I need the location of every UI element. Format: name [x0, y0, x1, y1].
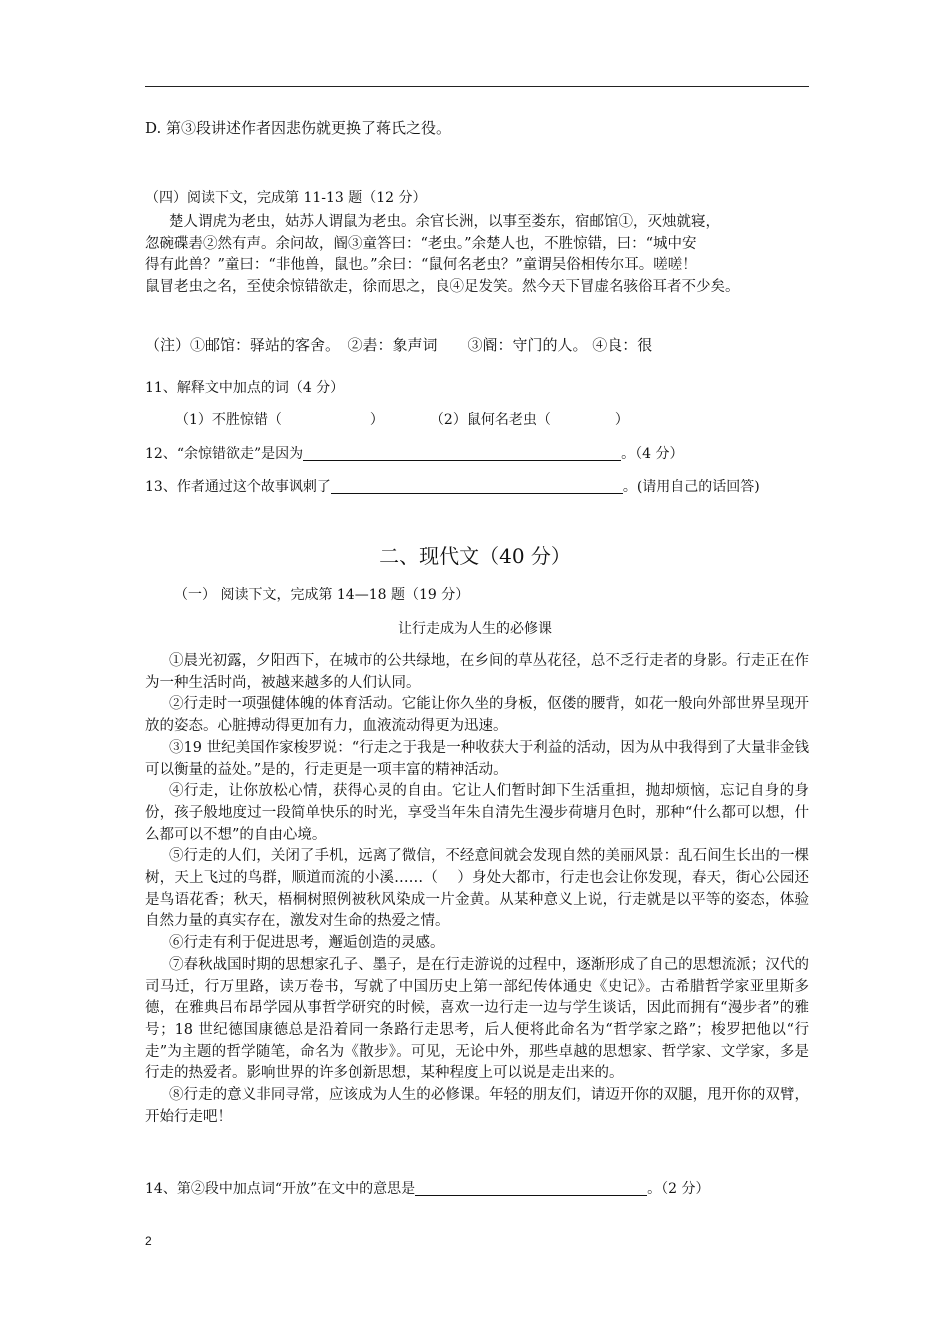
q11-item-1: （1）不胜惊错（: [175, 412, 282, 428]
section-title: 二、现代文（40 分）: [379, 544, 571, 568]
answer-blank[interactable]: [331, 477, 623, 494]
paragraph: ③19 世纪美国作家梭罗说：“行走之于我是一种收获大于利益的活动，因为从中我得到了大量非金钱可以衡量的益处。”是的，行走更是一项丰富的精神活动。: [145, 739, 809, 778]
header-rule: [145, 86, 809, 87]
option-d: D. 第③段讲述作者因悲伤就更换了蒋氏之役。: [145, 119, 452, 137]
q12-suffix: 。（4 分）: [621, 446, 684, 462]
page-number: 2: [145, 1234, 152, 1248]
q13-prefix: 13、作者通过这个故事讽刺了: [145, 479, 331, 495]
modern-passage: [145, 651, 809, 1128]
q11-item-2: （2）鼠何名老虫（: [429, 412, 551, 428]
passage-title: 让行走成为人生的必修课: [398, 621, 552, 637]
paragraph: ②行走时一项强健体魄的体育活动。它能让你久坐的身板，伛偻的腰背，如花一般向外部世界呈现开放的姿态。心脏搏动得更加有力，血液流动得更为迅速。: [145, 696, 809, 735]
q13-suffix: 。(请用自己的话回答): [622, 479, 760, 495]
paren-close: ）: [369, 412, 384, 428]
annotation-note: （注）①邮馆：驿站的客舍。 ②砉：象声词 ③阍：守门的人。 ④良：很: [145, 336, 653, 354]
paragraph: ⑦春秋战国时期的思想家孔子、墨子，是在行走游说的过程中，逐渐形成了自己的思想流派；汉代的司马迁，行万里路，读万卷书，写就了中国历史上第一部纪传体通史《史记》。古希腊哲学家亚里斯多德，在雅典吕布昂学园从事哲学研究的时候，喜欢一边行走一边与学生谈话，因此而拥有“漫步者”的雅号；18 世纪德国康德总是沿着同一条路行走思考，后人便将此命名为“哲学家之路”；梭罗把他以“行走”为主题的哲学随笔，命名为《散步》。可见，无论中外，那些卓越的思想家、哲学家、文学家，多是行走的热爱者。影响世界的许多创新思想，某种程度上可以说是走出来的。: [145, 956, 809, 1082]
passage-line: 忽碗碟砉②然有声。余问故，阍③童答曰：“老虫。”余楚人也，不胜惊错，曰：“城中安: [145, 235, 697, 252]
question-11: 11、解释文中加点的词（4 分）: [145, 380, 345, 396]
passage-line: 得有此兽？”童曰：“非他兽，鼠也。”余曰：“鼠何名老虫？”童谓吴俗相传尔耳。嗟嗟！: [145, 257, 697, 274]
paragraph: ⑤行走的人们，关闭了手机，远离了微信，不经意间就会发现自然的美丽风景：乱石间生长出的一棵树，天上飞过的鸟群，顺道而流的小溪……（ ）身处大都市，行走也会让你发现，春天，街心公园还是鸟语花香；秋天，梧桐树照例被秋风染成一片金黄。从某种意义上说，行走就是以平等的姿态，体验自然力量的真实存在，激发对生命的热爱之情。: [145, 848, 809, 930]
question-12: [145, 444, 684, 464]
question-13: [145, 477, 760, 497]
part2-sub-heading: （一） 阅读下文，完成第 14—18 题（19 分）: [174, 587, 470, 603]
passage-line: 鼠冒老虫之名，至使余惊错欲走，徐而思之，良④足发笑。然今天下冒虚名骇俗耳者不少矣。: [145, 279, 740, 296]
paragraph: ①晨光初露，夕阳西下，在城市的公共绿地，在乡间的草丛花径，总不乏行走者的身影。行走正在作为一种生活时尚，被越来越多的人们认同。: [145, 653, 809, 691]
answer-blank[interactable]: [415, 1179, 647, 1196]
question-11-items: [175, 410, 629, 430]
question-14: [145, 1179, 710, 1199]
passage-line: 楚人谓虎为老虫，姑苏人谓鼠为老虫。余官长洲，以事至娄东，宿邮馆①，灭烛就寝，: [169, 214, 720, 230]
paren-close: ）: [614, 412, 629, 428]
paragraph: ⑧行走的意义非同寻常，应该成为人生的必修课。年轻的朋友们，请迈开你的双腿，甩开你的双臂，开始行走吧！: [145, 1087, 809, 1125]
q14-suffix: 。（2 分）: [647, 1181, 710, 1197]
paragraph: ⑥行走有利于促进思考，邂逅创造的灵感。: [169, 935, 445, 952]
paragraph: ④行走，让你放松心情，获得心灵的自由。它让人们暂时卸下生活重担，抛却烦恼，忘记自身的身份，孩子般地度过一段简单快乐的时光，享受当年朱自清先生漫步荷塘月色时，那种“什么都可以想，什么都可以不想”的自由心境。: [145, 783, 809, 843]
section4-heading: （四）阅读下文，完成第 11-13 题（12 分）: [145, 190, 427, 206]
answer-blank[interactable]: [303, 444, 621, 461]
classical-passage: [145, 212, 809, 299]
q12-prefix: 12、“余惊错欲走”是因为: [145, 446, 304, 462]
q14-prefix: 14、第②段中加点词“开放”在文中的意思是: [145, 1181, 416, 1197]
